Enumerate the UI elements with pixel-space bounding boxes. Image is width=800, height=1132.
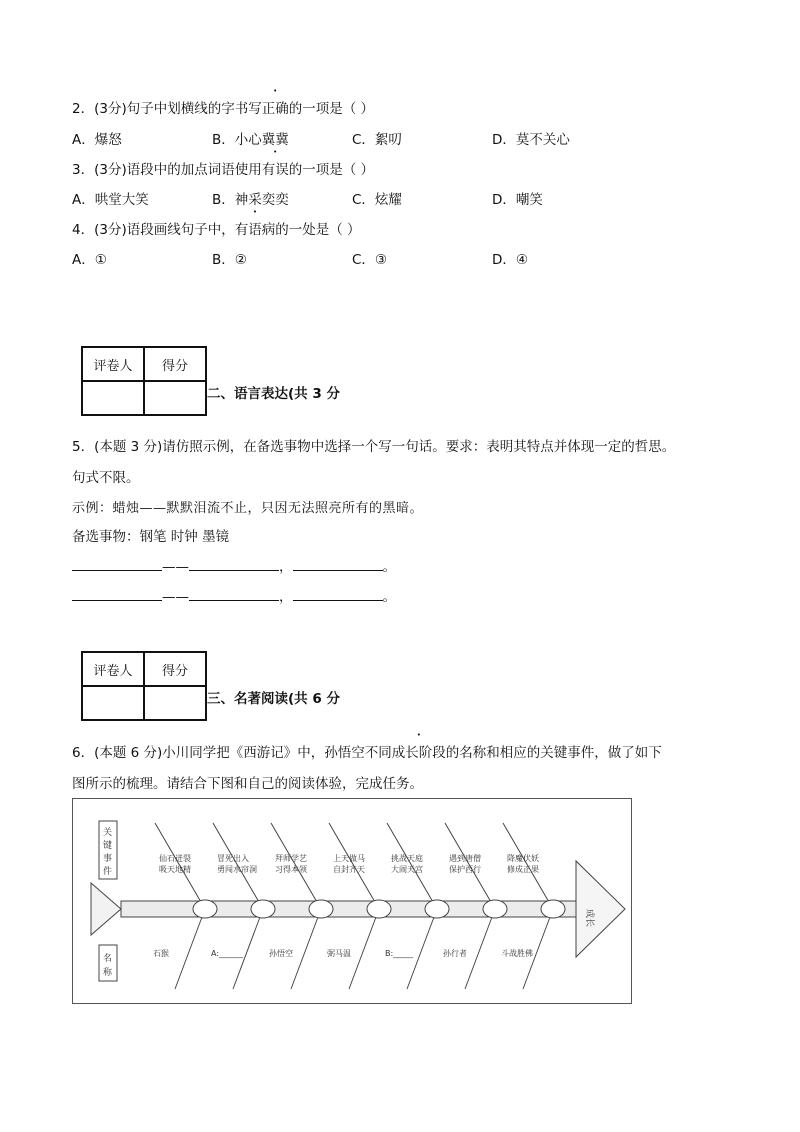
fish-head-label: 成长: [584, 909, 594, 928]
bone-node: [425, 900, 449, 918]
q6-stem-line1: [72, 741, 662, 761]
q5-answer-line-2: [72, 585, 396, 605]
q3-stem: [72, 158, 374, 178]
bone-lower: [349, 909, 379, 989]
q4-stem-tail: 的一处是（ ）: [275, 222, 361, 238]
stage-name-label: 孙悟空: [269, 949, 293, 958]
key-events-label-char: 键: [103, 841, 113, 851]
period: 。: [382, 559, 396, 575]
bone-node: [309, 900, 333, 918]
fish-spine: [121, 901, 576, 917]
answer-blank[interactable]: [72, 588, 162, 601]
key-events-label-char: 事: [103, 854, 113, 864]
bone-lower: [291, 909, 321, 989]
q6-stem-tail: 的名称和相应的关键事件，做了如下: [445, 745, 662, 761]
names-label-char: 名: [103, 954, 113, 964]
answer-blank[interactable]: [189, 558, 279, 571]
score-table-section2: [81, 346, 207, 416]
fish-head: [576, 861, 625, 957]
q2-stem: [72, 97, 374, 117]
reviewer-cell[interactable]: [82, 686, 144, 720]
section3-title: 三、名著阅读(共 6 分: [207, 691, 340, 707]
q4-stem-text: 4．(3分)语段画线句子中，: [72, 222, 235, 238]
bone-node: [541, 900, 565, 918]
q3-dotted: 有误: [261, 162, 289, 178]
q4-option-c: C．③: [352, 252, 388, 268]
event-label: 自封齐天: [333, 865, 365, 874]
fishbone-svg: [73, 799, 631, 1003]
q2-option-a: A．爆怒: [72, 132, 122, 148]
q6-stem-line2: 图所示的梳理。请结合下图和自己的阅读体验，完成任务。: [72, 776, 423, 792]
q4-stem: [72, 218, 361, 238]
stage-name-label: B:_____: [385, 949, 414, 958]
period: 。: [382, 589, 396, 605]
reviewer-label: 评卷人: [82, 347, 144, 381]
q5-answer-line-1: [72, 555, 396, 575]
q4-option-d: D．④: [492, 252, 528, 268]
reviewer-cell[interactable]: [82, 381, 144, 415]
dash: ——: [162, 559, 189, 575]
q2-option-d: D．莫不关心: [492, 132, 570, 148]
event-label: 冒死出入: [217, 854, 249, 863]
event-label: 保护西行: [449, 865, 481, 874]
score-cell[interactable]: [144, 381, 206, 415]
bone-node: [251, 900, 275, 918]
q3-stem-text: 3．(3分)语段中的加点词语使用: [72, 162, 262, 178]
q5-stem-line1: 5．(本题 3 分)请仿照示例，在备选事物中选择一个写一句话。要求：表明其特点并体现一定的哲思。: [72, 439, 676, 455]
q4-option-a: A．①: [72, 252, 107, 268]
q4-dotted: 有语病: [234, 222, 276, 238]
fishbone-diagram: [72, 798, 632, 1004]
event-label: 上天做马: [333, 854, 365, 863]
q2-option-c: C．絮叨: [352, 132, 402, 148]
event-label: 遇到唐僧: [449, 854, 481, 863]
event-label: 仙石迸裂: [159, 854, 191, 863]
answer-blank[interactable]: [293, 558, 383, 571]
answer-blank[interactable]: [293, 588, 383, 601]
score-table-section3: [81, 651, 207, 721]
event-label: 拜师学艺: [275, 854, 307, 863]
event-label: 吸天地精: [159, 865, 191, 874]
key-events-label-char: 件: [103, 867, 113, 877]
event-label: 习得本领: [275, 865, 307, 874]
names-label: [103, 952, 113, 978]
q2-option-b: B．小心冀冀: [212, 132, 289, 148]
q6-dotted: 成长阶段: [391, 745, 446, 761]
q2-dotted-words: [262, 101, 289, 117]
answer-blank[interactable]: [189, 588, 279, 601]
bone-node: [483, 900, 507, 918]
q4-option-b: B．②: [212, 252, 247, 268]
q2-stem-tail: 的一项是（ ）: [288, 101, 375, 117]
q5-stem-line2: 句式不限。: [72, 470, 140, 486]
q2-dotted: 正确: [261, 101, 289, 117]
event-label: 修成正果: [507, 865, 539, 874]
q6-stem-text: 6．(本题 6 分)小川同学把《西游记》中，孙悟空不同: [72, 745, 392, 761]
stage-name-label: 石猴: [153, 949, 169, 958]
fish-tail: [91, 883, 121, 935]
stage-name-label: 斗战胜佛: [501, 949, 533, 958]
q3-stem-tail: 的一项是（ ）: [288, 162, 375, 178]
q3-option-c: C．炫耀: [352, 192, 402, 208]
event-label: 勇闯水帘洞: [217, 865, 257, 874]
answer-blank[interactable]: [72, 558, 162, 571]
bone-lower: [175, 909, 205, 989]
q5-candidates: 备选事物：钢笔 时钟 墨镜: [72, 529, 230, 545]
stage-name-label: 弼马温: [327, 949, 351, 958]
event-label: 大闹天宫: [391, 865, 423, 874]
section2-title: 二、语言表达(共 3 分: [207, 386, 340, 402]
comma: ，: [279, 559, 293, 575]
q5-example: 示例：蜡烛——默默泪流不止，只因无法照亮所有的黑暗。: [72, 501, 424, 516]
dash: ——: [162, 589, 189, 605]
q3-option-a: A．哄堂大笑: [72, 192, 149, 208]
comma: ，: [279, 589, 293, 605]
key-events-label-char: 关: [103, 828, 113, 838]
bone-node: [367, 900, 391, 918]
q3-option-d: D．嘲笑: [492, 192, 543, 208]
bone-lower: [465, 909, 495, 989]
score-label: 得分: [144, 652, 206, 686]
event-label: 降魔伏妖: [507, 854, 539, 863]
reviewer-label: 评卷人: [82, 652, 144, 686]
names-label-char: 称: [103, 968, 113, 978]
event-label: 挑战天庭: [391, 854, 423, 863]
stage-name-label: 孙行者: [443, 949, 467, 958]
score-cell[interactable]: [144, 686, 206, 720]
stage-name-label: A:______: [211, 949, 244, 958]
q2-stem-text: 2．(3分)句子中划横线的字书写: [72, 101, 262, 117]
bone-node: [193, 900, 217, 918]
q3-option-b: B．神采奕奕: [212, 192, 289, 208]
key-events-label: [103, 826, 112, 877]
score-label: 得分: [144, 347, 206, 381]
